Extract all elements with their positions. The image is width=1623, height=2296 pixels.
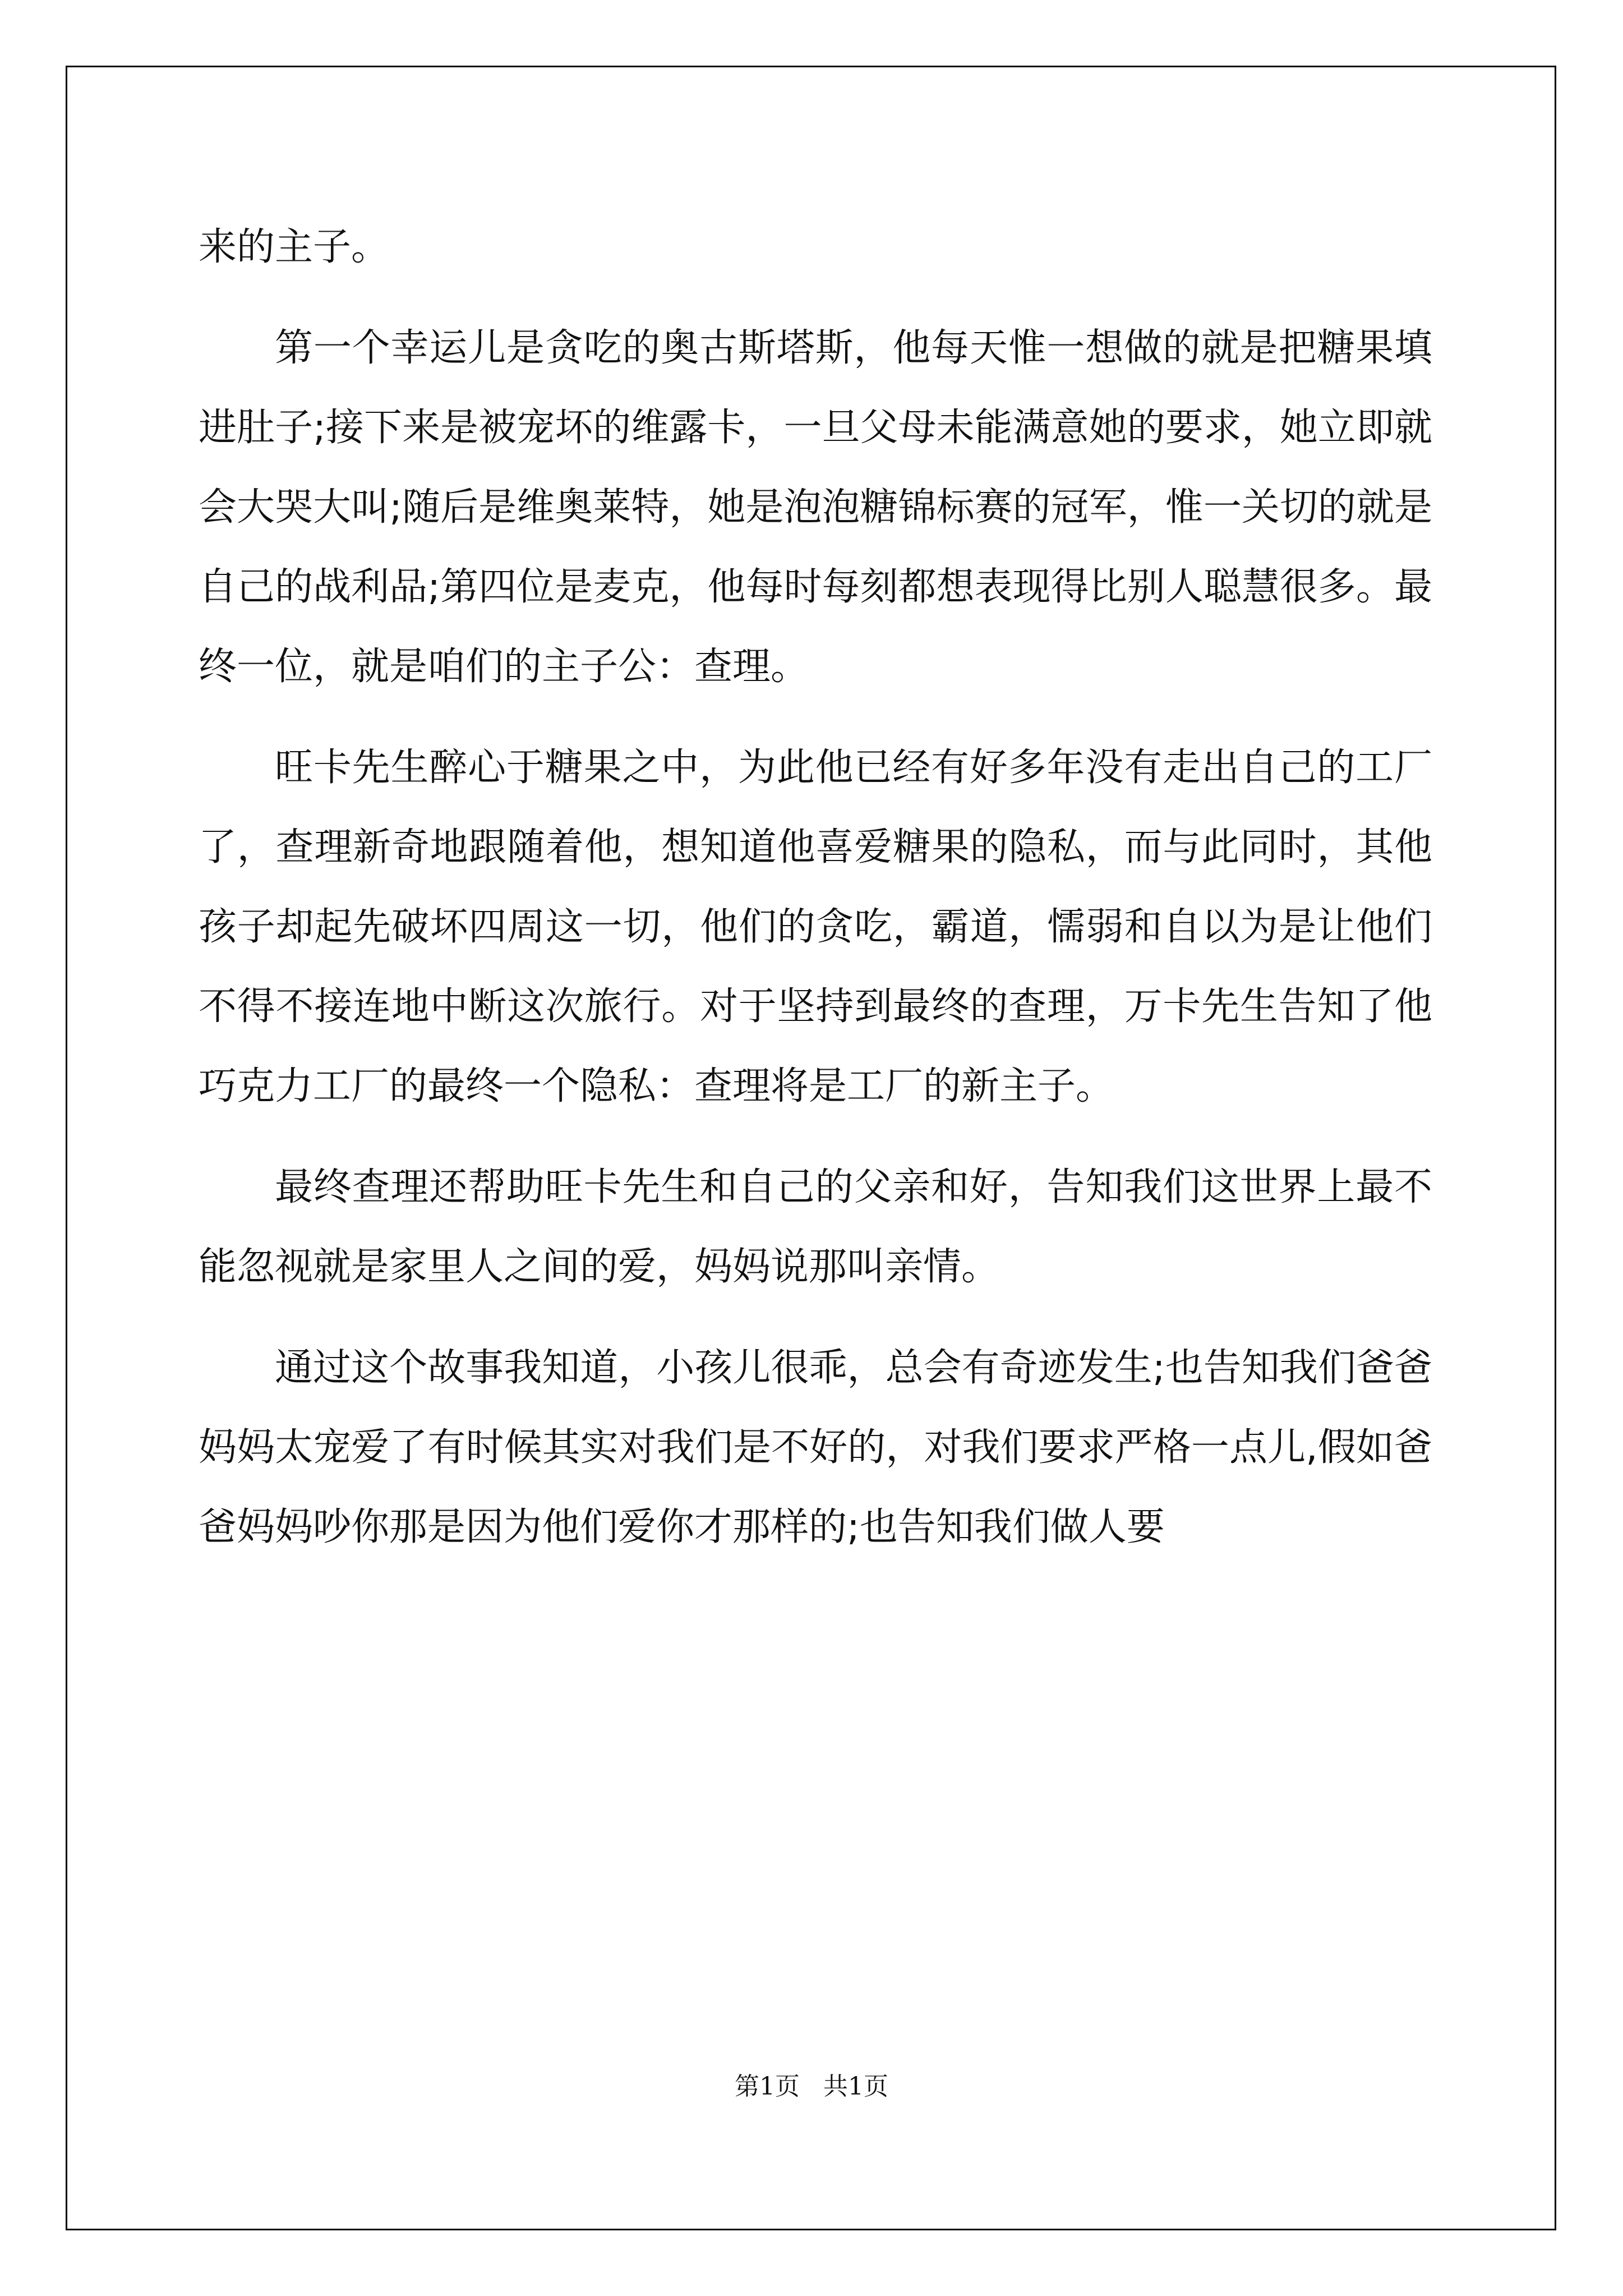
paragraph-3: 旺卡先生醉心于糖果之中，为此他已经有好多年没有走出自己的工厂了，查理新奇地跟随着他，想知道他喜爱糖果的隐私，而与此同时，其他孩子却起先破坏四周这一切，他们的贪吃，霸道，懦弱和自以为是让他们不得不接连地中断这次旅行。对于坚持到最终的查理，万卡先生告知了他巧克力工厂的最终一个隐私：查理将是工厂的新主子。 xyxy=(199,746,1432,1108)
document-body xyxy=(199,208,1432,1567)
total-pages: 共1页 xyxy=(823,2072,888,2101)
paragraph-1: 来的主子。 xyxy=(199,225,390,269)
paragraph-4: 最终查理还帮助旺卡先生和自己的父亲和好，告知我们这世界上最不能忽视就是家里人之间的爱，妈妈说那叫亲情。 xyxy=(199,1165,1432,1289)
page-number: 第1页 xyxy=(735,2072,800,2101)
footer-spacer xyxy=(800,2072,823,2101)
paragraph-2: 第一个幸运儿是贪吃的奥古斯塔斯，他每天惟一想做的就是把糖果填进肚子;接下来是被宠坏的维露卡，一旦父母未能满意她的要求，她立即就会大哭大叫;随后是维奥莱特，她是泡泡糖锦标赛的冠军，惟一关切的就是自己的战利品;第四位是麦克，他每时每刻都想表现得比别人聪慧很多。最终一位，就是咱们的主子公：查理。 xyxy=(199,326,1432,689)
page-footer xyxy=(0,2070,1623,2104)
paragraph-5: 通过这个故事我知道，小孩儿很乖，总会有奇迹发生;也告知我们爸爸妈妈太宠爱了有时候其实对我们是不好的，对我们要求严格一点儿,假如爸爸妈妈吵你那是因为他们爱你才那样的;也告知我们做人要 xyxy=(199,1346,1432,1549)
